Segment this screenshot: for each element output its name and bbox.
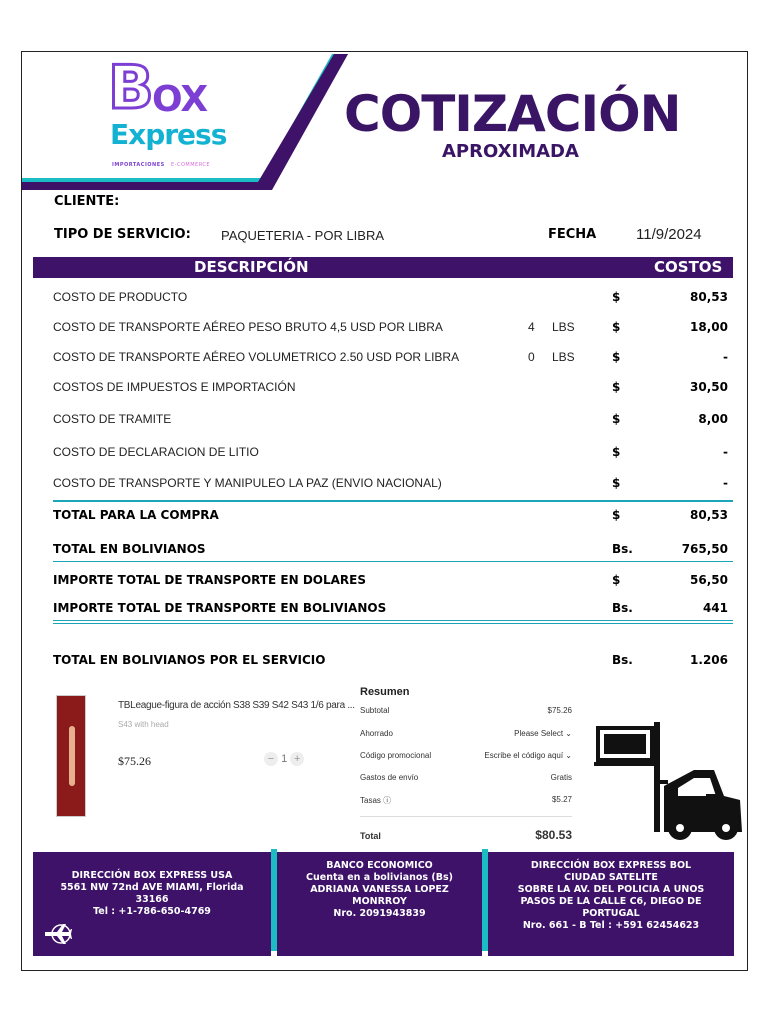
page-subtitle: APROXIMADA bbox=[442, 141, 579, 162]
logo-express: Express bbox=[110, 118, 227, 151]
product-variant: S43 with head bbox=[118, 720, 169, 729]
table-row: COSTO DE PRODUCTO $ 80,53 bbox=[53, 290, 728, 304]
fecha-label: FECHA bbox=[548, 227, 597, 242]
total-row: TOTAL PARA LA COMPRA $ 80,53 bbox=[53, 508, 728, 522]
table-row: COSTO DE TRANSPORTE AÉREO PESO BRUTO 4,5 USD POR LIBRA 4 LBS $ 18,00 bbox=[53, 320, 728, 334]
divider bbox=[53, 500, 733, 502]
cliente-label: CLIENTE: bbox=[54, 194, 120, 209]
page-title: COTIZACIÓN bbox=[344, 85, 681, 143]
table-row: COSTO DE TRANSPORTE AÉREO VOLUMETRICO 2.50 USD POR LIBRA 0 LBS $ - bbox=[53, 350, 728, 364]
qty-minus-button[interactable]: − bbox=[264, 752, 278, 766]
logo-ox: OX bbox=[152, 79, 208, 120]
forklift-icon bbox=[594, 720, 744, 840]
qty-value: 1 bbox=[281, 753, 288, 765]
qty-plus-button[interactable]: + bbox=[290, 752, 304, 766]
product-price: $75.26 bbox=[118, 754, 151, 768]
fecha-value: 11/9/2024 bbox=[636, 226, 702, 243]
table-header bbox=[33, 257, 733, 278]
product-image bbox=[56, 695, 86, 817]
table-row: COSTO DE TRANSPORTE Y MANIPULEO LA PAZ (ENVIO NACIONAL) $ - bbox=[53, 476, 728, 490]
header bbox=[22, 52, 747, 192]
quantity-stepper[interactable] bbox=[264, 752, 304, 766]
servicio-label: TIPO DE SERVICIO: bbox=[54, 227, 191, 242]
quotation-sheet bbox=[21, 51, 748, 971]
servicio-value: PAQUETERIA - POR LIBRA bbox=[221, 228, 385, 243]
table-row: COSTO DE DECLARACION DE LITIO $ - bbox=[53, 445, 728, 459]
table-row: COSTOS DE IMPUESTOS E IMPORTACIÓN $ 30,50 bbox=[53, 380, 728, 394]
total-row: IMPORTE TOTAL DE TRANSPORTE EN DOLARES $ 56,50 bbox=[53, 573, 728, 587]
address-usa: DIRECCIÓN BOX EXPRESS USA 5561 NW 72nd AVE MIAMI, Florida 33166 Tel : +1-786-650-4769 bbox=[33, 852, 271, 956]
address-bolivia: DIRECCIÓN BOX EXPRESS BOL CIUDAD SATELITE SOBRE LA AV. DEL POLICIA A UNOS PASOS DE LA CALLE C6, DIEGO DE PORTUGAL Nro. 661 - B Tel : +591 62454623 bbox=[488, 852, 734, 956]
divider bbox=[53, 620, 733, 621]
cart-screenshot: TBLeague-figura de acción S38 S39 S42 S43 1/6 para ... S43 with head $75.26 − 1 + Resumen Subtotal $75.26 Ahorrado Please Select ⌄ Código promocional Escribe el código aquí ⌄ Gastos de envío Gratis Tasas ⓘ $5.27 Total $80.53 bbox=[56, 692, 576, 847]
divider bbox=[53, 561, 733, 562]
total-row: TOTAL EN BOLIVIANOS Bs. 765,50 bbox=[53, 542, 728, 556]
product-name: TBLeague-figura de acción S38 S39 S42 S43 1/6 para ... bbox=[118, 700, 355, 711]
summary-title: Resumen bbox=[360, 686, 410, 698]
bank-info: BANCO ECONOMICO Cuenta en a bolivianos (Bs) ADRIANA VANESSA LOPEZ MONRROY Nro. 2091943839 bbox=[277, 852, 482, 956]
col-costos: COSTOS bbox=[654, 258, 723, 276]
logo-tagline: IMPORTACIONES E-COMMERCE bbox=[112, 162, 211, 168]
airplane-globe-icon bbox=[43, 920, 73, 946]
divider bbox=[53, 623, 733, 624]
total-row: IMPORTE TOTAL DE TRANSPORTE EN BOLIVIANOS Bs. 441 bbox=[53, 601, 728, 615]
table-row: COSTO DE TRAMITE $ 8,00 bbox=[53, 412, 728, 426]
col-descripcion: DESCRIPCIÓN bbox=[194, 258, 309, 276]
logo-b: B bbox=[108, 53, 154, 123]
box-express-logo bbox=[108, 53, 248, 178]
summary-divider bbox=[360, 816, 572, 817]
grand-total-row: TOTAL EN BOLIVIANOS POR EL SERVICIO Bs. 1.206 bbox=[53, 653, 728, 667]
